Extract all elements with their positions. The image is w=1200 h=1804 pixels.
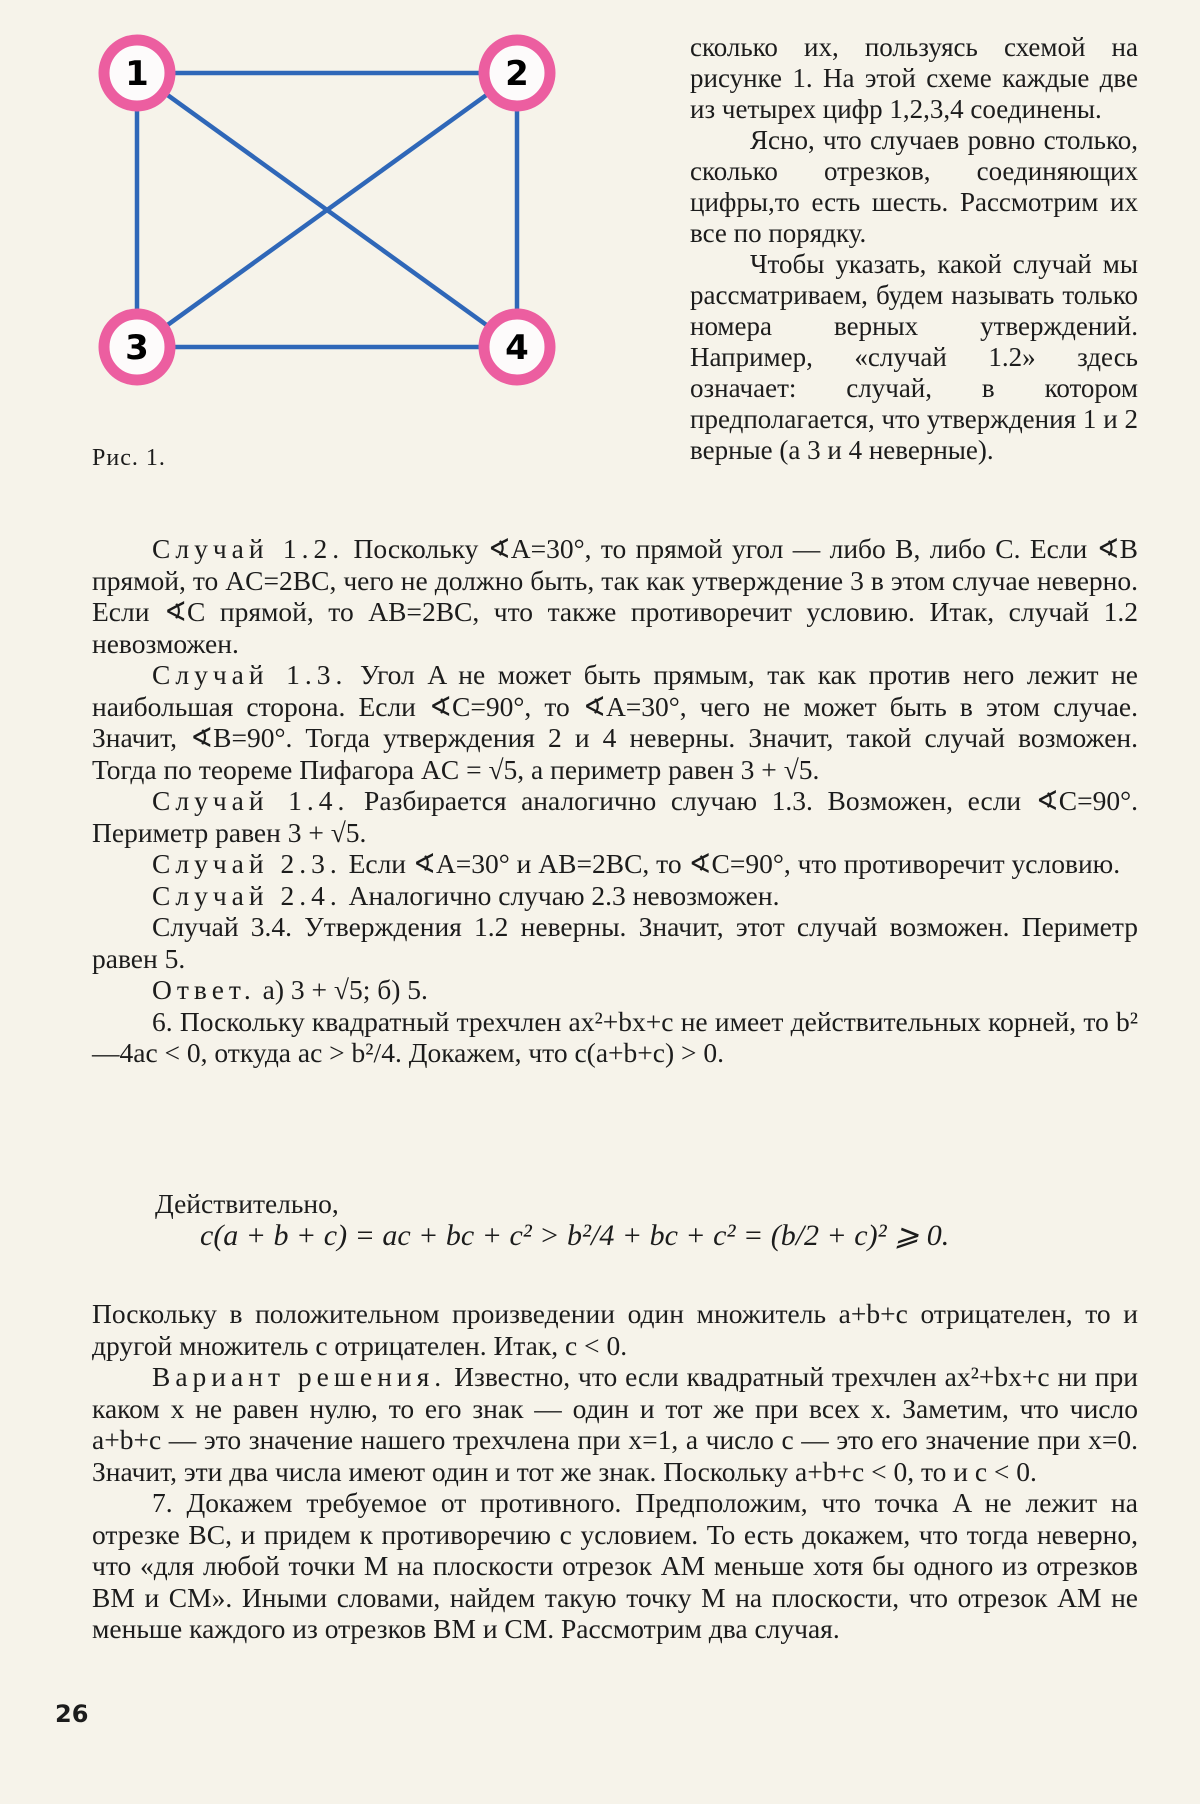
- page-number: 26: [55, 1700, 89, 1728]
- paragraph: Ясно, что случаев ровно столько, сколько отрезков, соединяющих цифры,то есть шесть. Рассмотрим их все по порядку.: [690, 125, 1138, 248]
- case-paragraph: [92, 785, 1138, 848]
- paragraph: сколько их, пользуясь схемой на рисунке 1. На этой схеме каждые две из четырех цифр 1,2,3,4 соединены.: [690, 32, 1138, 124]
- node-4-label: 4: [505, 328, 529, 368]
- case-text: Поскольку ∢A=30°, то прямой угол — либо B, либо C. Если ∢B прямой, то AC=2BC, чего не должно быть, так как утверждение 3 в этом случае неверно. Если ∢C прямой, то AB=2BC, что также противоречит условию. Итак, случай 1.2 невозможен.: [92, 533, 1138, 659]
- node-4: [484, 314, 550, 380]
- case-text: Утверждения 1.2 неверны. Значит, этот случай возможен. Периметр равен 5.: [92, 911, 1138, 974]
- case-paragraph: [92, 848, 1138, 880]
- right-column-text: [690, 32, 1138, 466]
- node-3-label: 3: [125, 328, 149, 368]
- case-label: Случай 2.3.: [152, 848, 342, 879]
- case-paragraph: [92, 880, 1138, 912]
- case-text: Угол A не может быть прямым, так как против него лежит не наибольшая сторона. Если ∢C=90°, то ∢A=30°, чего не может быть в этом случае. Значит, ∢B=90°. Тогда утверждения 2 и 4 неверны. Значит, такой случай возможен. Тогда по теореме Пифагора AC = √5, а периметр равен 3 + √5.: [92, 659, 1139, 785]
- inequality-formula: c(a + b + c) = ac + bc + c² > b²/4 + bc + c² = (b/2 + c)² ⩾ 0.: [200, 1219, 950, 1252]
- solution-text: [92, 1298, 1138, 1645]
- answer-paragraph: [92, 974, 1138, 1006]
- case-text: Если ∢A=30° и AB=2BC, то ∢C=90°, что противоречит условию.: [348, 848, 1121, 879]
- case-label: Случай 1.2.: [152, 533, 345, 564]
- variant-label: Вариант решения.: [152, 1361, 447, 1392]
- figure-caption: Рис. 1.: [92, 445, 166, 471]
- paragraph: Чтобы указать, какой случай мы рассматриваем, будем называть только номера верных утверждений. Например, «случай 1.2» здесь означает: случай, в котором предполагается, что утверждения 1 и 2 верные (а 3 и 4 неверные).: [690, 249, 1138, 465]
- answer-label: Ответ.: [152, 974, 256, 1005]
- case-paragraph: [92, 533, 1138, 659]
- node-1-label: 1: [125, 54, 149, 94]
- node-1: [104, 40, 170, 106]
- node-2-label: 2: [505, 54, 529, 94]
- case-paragraph: [92, 659, 1138, 785]
- case-text: Разбирается аналогично случаю 1.3. Возможен, если ∢C=90°. Периметр равен 3 + √5.: [92, 785, 1138, 848]
- node-3: [104, 314, 170, 380]
- cases-text: [92, 533, 1138, 1069]
- node-2: [484, 40, 550, 106]
- problem-6: 6. Поскольку квадратный трехчлен ax²+bx+c не имеет действительных корней, то b²—4ac < 0, откуда ac > b²/4. Докажем, что c(a+b+c) > 0.: [92, 1005, 1138, 1068]
- case-paragraph: [92, 911, 1138, 974]
- variant-text: Известно, что если квадратный трехчлен ax²+bx+c ни при каком x не равен нулю, то его знак — один и тот же при всех x. Заметим, что число a+b+c — это значение нашего трехчлена при x=1, а число c — это его значение при x=0. Значит, эти два числа имеют один и тот же знак. Поскольку a+b+c < 0, то и c < 0.: [92, 1361, 1138, 1487]
- case-text: Аналогично случаю 2.3 невозможен.: [348, 879, 780, 911]
- answer-text: а) 3 + √5; б) 5.: [262, 974, 428, 1005]
- case-label: Случай 1.4.: [152, 785, 350, 816]
- complete-graph-diagram: [85, 30, 565, 410]
- conclusion-paragraph: Поскольку в положительном произведении один множитель a+b+c отрицателен, то и другой множитель c отрицателен. Итак, c < 0.: [92, 1298, 1138, 1361]
- case-label: Случай 3.4.: [152, 911, 293, 942]
- variant-paragraph: [92, 1361, 1138, 1487]
- problem-7: 7. Докажем требуемое от противного. Предположим, что точка A не лежит на отрезке BC, и придем к противоречию с условием. То есть докажем, что тогда неверно, что «для любой точки M на плоскости отрезок AM меньше хотя бы одного из отрезков BM и CM». Иными словами, найдем такую точку M на плоскости, что отрезок AM не меньше каждого из отрезков BM и CM. Рассмотрим два случая.: [92, 1487, 1138, 1644]
- graph-figure: [85, 30, 565, 410]
- case-label: Случай 2.4.: [152, 879, 342, 911]
- indeed-label: Действительно,: [155, 1188, 339, 1219]
- case-label: Случай 1.3.: [152, 659, 348, 690]
